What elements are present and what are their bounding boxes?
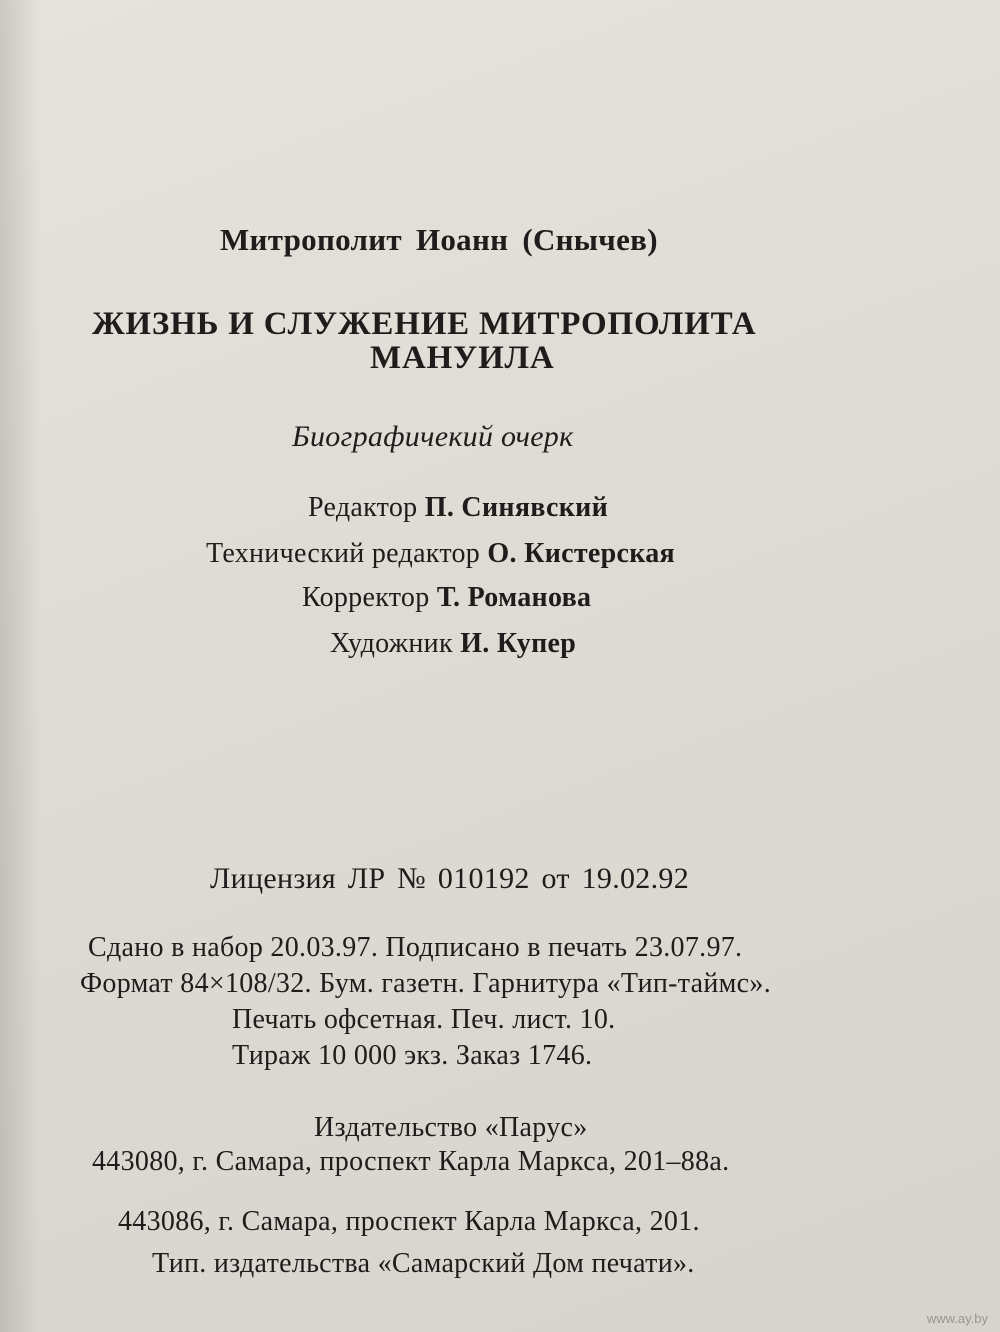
credit-proofreader bbox=[302, 582, 591, 614]
publisher-name: Издательство «Парус» bbox=[314, 1112, 588, 1143]
print-info-4: Тираж 10 000 экз. Заказ 1746. bbox=[232, 1040, 593, 1071]
credit-role: Редактор bbox=[308, 492, 418, 523]
credit-name: Т. Романова bbox=[436, 582, 592, 613]
printer-name: Тип. издательства «Самарский Дом печати». bbox=[152, 1248, 695, 1279]
credit-editor bbox=[308, 492, 608, 524]
title-line-2: МАНУИЛА bbox=[370, 340, 555, 376]
publisher-address: 443080, г. Самара, проспект Карла Маркса, 201–88а. bbox=[92, 1146, 730, 1177]
print-info-1: Сдано в набор 20.03.97. Подписано в печать 23.07.97. bbox=[88, 932, 743, 963]
license: Лицензия ЛР № 010192 от 19.02.92 bbox=[210, 862, 689, 895]
title-line-1: ЖИЗНЬ И СЛУЖЕНИЕ МИТРОПОЛИТА bbox=[92, 306, 757, 342]
print-info-2: Формат 84×108/32. Бум. газетн. Гарнитура «Тип-таймс». bbox=[80, 968, 772, 999]
credit-role: Корректор bbox=[302, 582, 430, 613]
print-info-3: Печать офсетная. Печ. лист. 10. bbox=[232, 1004, 616, 1035]
printer-address: 443086, г. Самара, проспект Карла Маркса, 201. bbox=[118, 1206, 700, 1237]
credit-name: П. Синявский bbox=[424, 492, 609, 523]
subtitle: Биографичекий очерк bbox=[292, 420, 574, 453]
watermark: www.ay.by bbox=[926, 1311, 988, 1326]
credit-name: О. Кистерская bbox=[487, 538, 676, 569]
author: Митрополит Иоанн (Снычев) bbox=[220, 222, 658, 257]
credit-tech-editor bbox=[206, 538, 675, 570]
page-shadow bbox=[0, 0, 40, 1332]
credit-role: Художник bbox=[330, 628, 453, 659]
credit-artist bbox=[330, 628, 576, 660]
credit-role: Технический редактор bbox=[206, 538, 481, 569]
credit-name: И. Купер bbox=[460, 628, 577, 659]
